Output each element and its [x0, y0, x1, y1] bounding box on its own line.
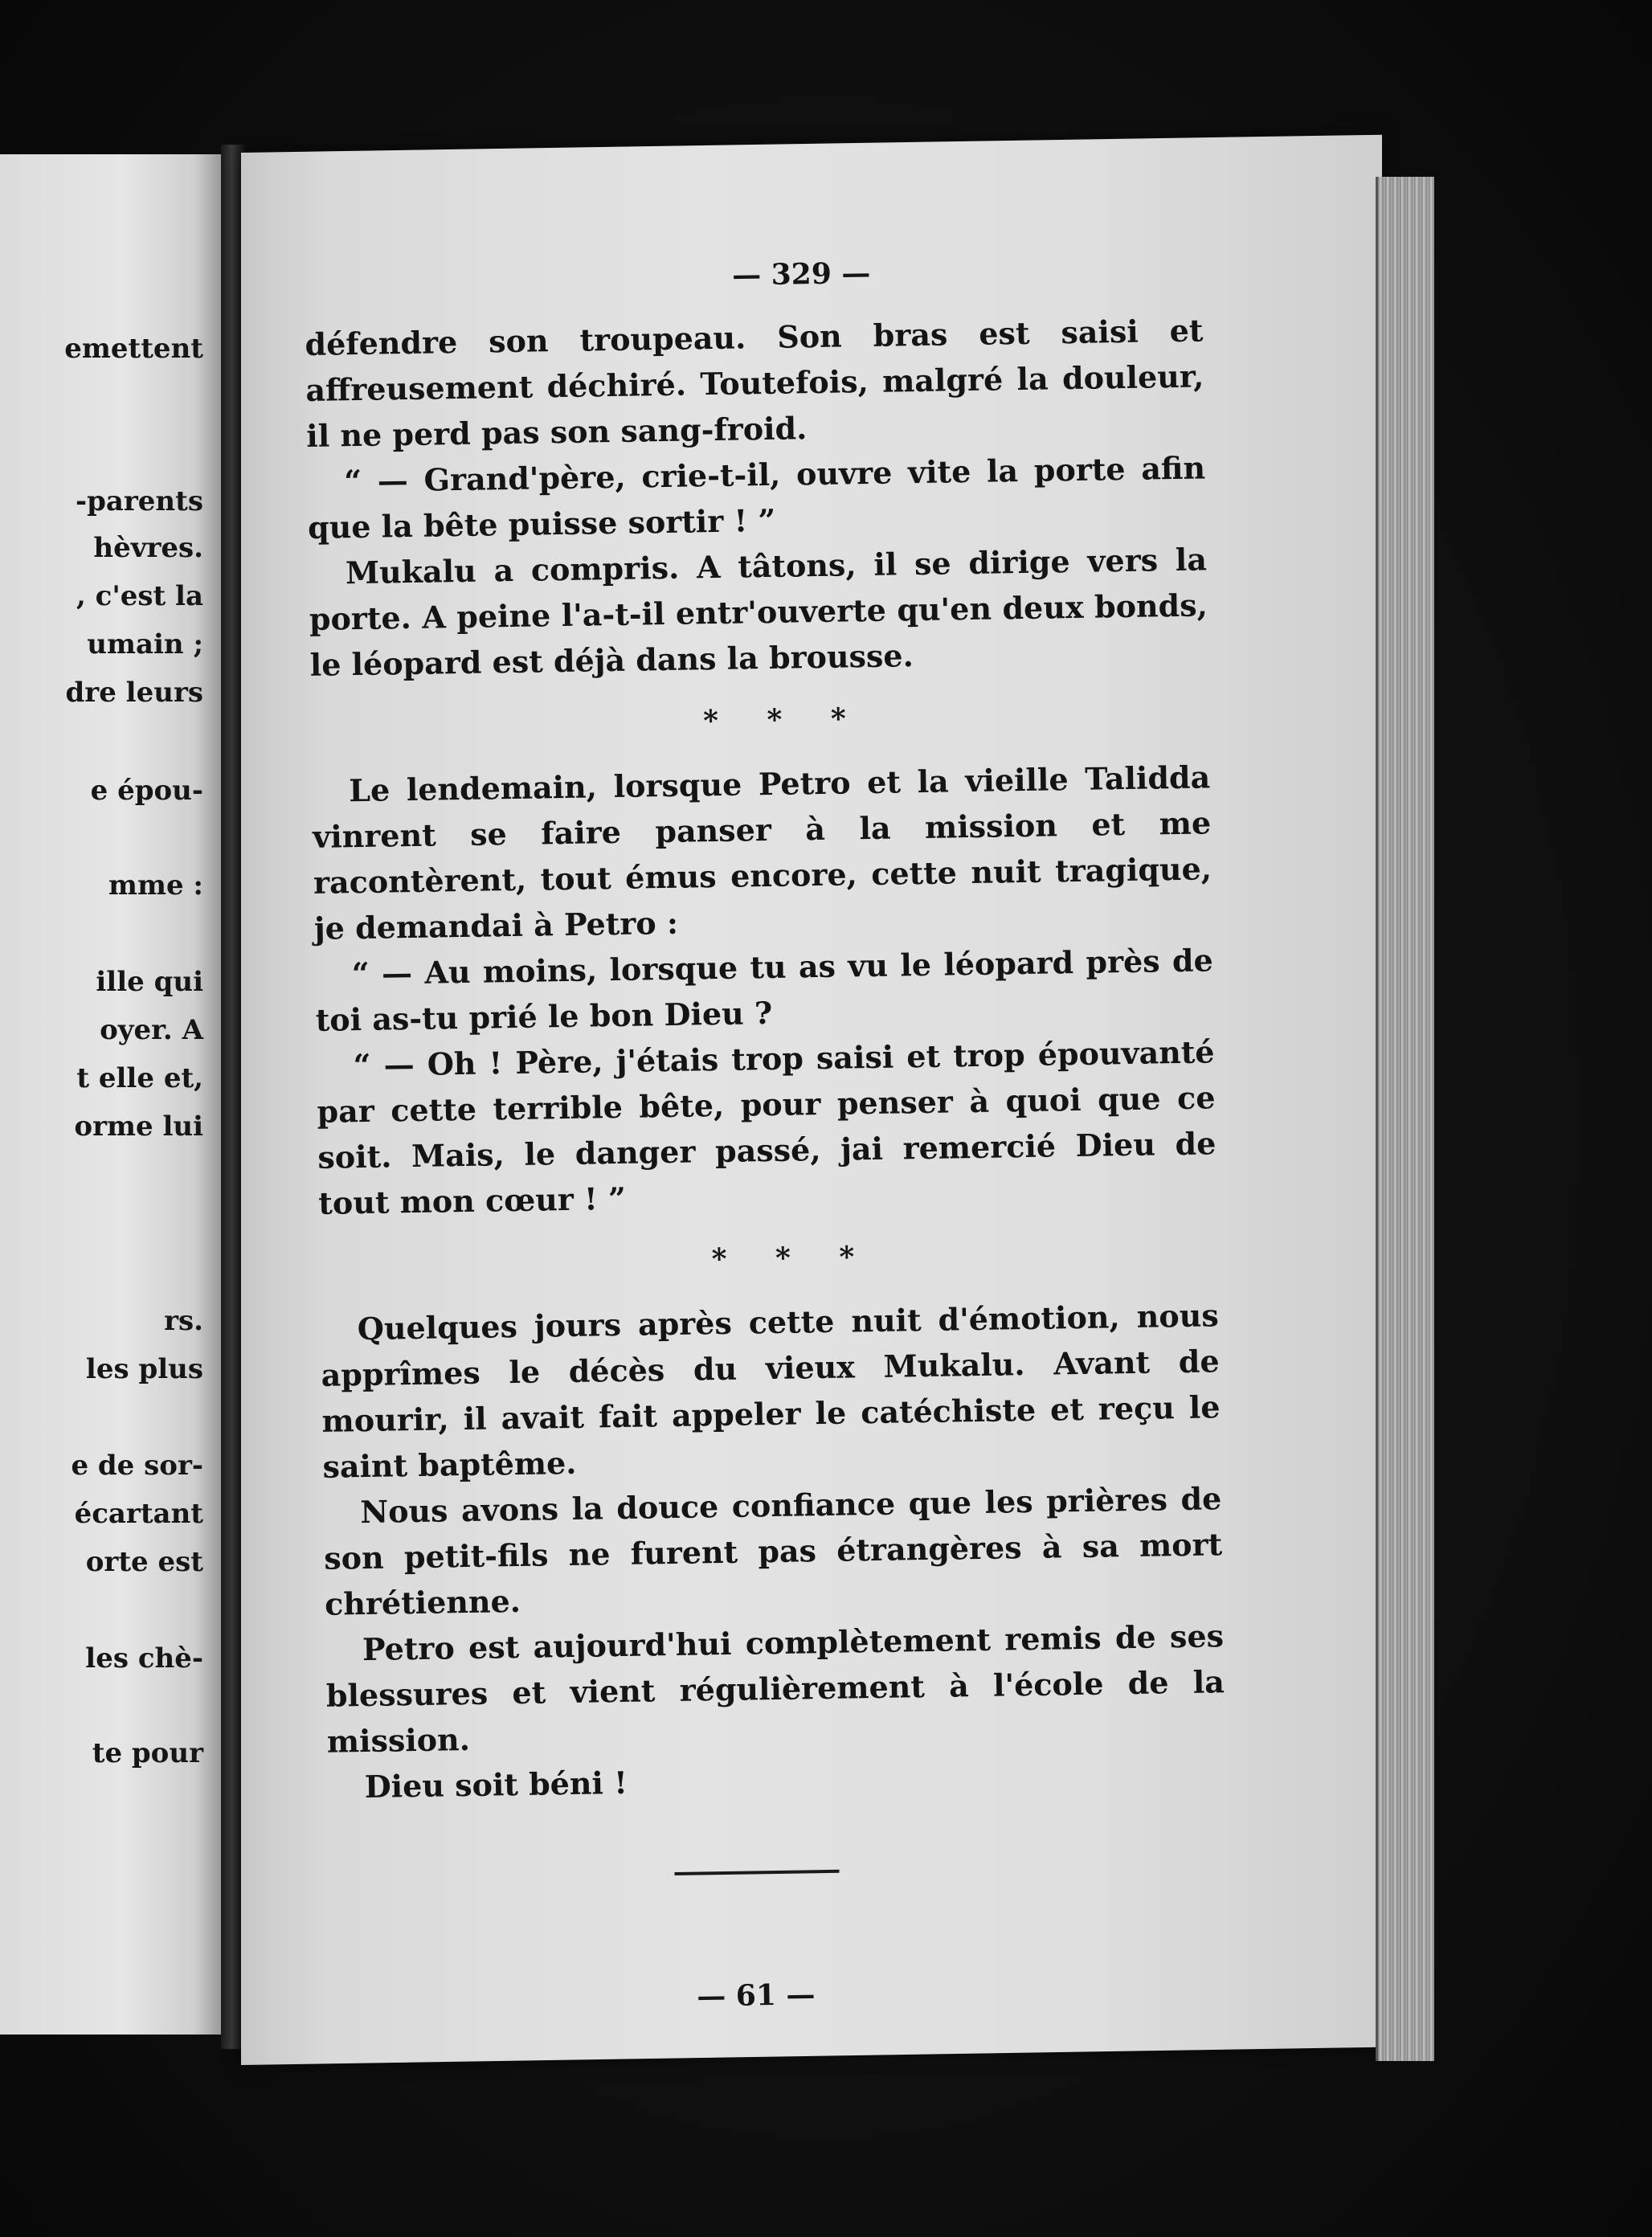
right-page-text — [304, 251, 1229, 2018]
left-line-6: dre leurs — [65, 677, 203, 709]
section-separator: * * * — [711, 1240, 874, 1277]
left-line-12: orme lui — [74, 1110, 203, 1143]
paragraph: “ — Grand'père, crie-t-il, ouvre vite la porte afin que la bête puisse sortir ! ” — [307, 449, 1206, 546]
page-edges — [1376, 177, 1434, 2061]
left-line-19: te pour — [92, 1737, 203, 1769]
left-line-11: t elle et, — [76, 1062, 203, 1094]
paragraph: Quelques jours après cette nuit d'émotion, nous apprîmes le décès du vieux Mukalu. Avant de mourir, il avait fait appeler le catéchiste et reçu le saint baptême. — [321, 1297, 1221, 1485]
left-line-15: e de sor- — [71, 1450, 203, 1482]
left-line-4: , c'est la — [76, 580, 203, 612]
left-line-18: les chè- — [85, 1642, 203, 1675]
left-line-7: e épou- — [90, 775, 203, 807]
paragraph: Nous avons la douce confiance que les prières de son petit-fils ne furent pas étrangères à sa mort chrétienne. — [323, 1480, 1223, 1622]
left-line-1: emettent — [64, 333, 203, 365]
paragraph: défendre son troupeau. Son bras est saisi et affreusement déchiré. Toutefois, malgré la douleur, il ne perd pas son sang-froid. — [305, 312, 1204, 454]
left-line-8: mme : — [108, 869, 203, 902]
left-line-14: les plus — [85, 1353, 203, 1385]
paragraph: “ — Oh ! Père, j'étais trop saisi et trop épouvanté par cette terrible bête, pour penser à quoi que ce soit. Mais, le danger passé, jai remercié Dieu de tout mon cœur ! ” — [317, 1033, 1217, 1221]
left-line-2: -parents — [75, 485, 203, 517]
paragraph: Dieu soit béni ! — [364, 1764, 628, 1806]
left-page — [0, 154, 221, 2035]
left-line-16: écartant — [74, 1498, 203, 1530]
paragraph: Le lendemain, lorsque Petro et la vieille Talidda vinrent se faire panser à la mission et me racontèrent, tout émus encore, cette nuit tragique, je demandai à Petro : — [312, 759, 1212, 947]
paragraph: “ — Au moins, lorsque tu as vu le léopard près de toi as-tu prié le bon Dieu ? — [315, 942, 1214, 1038]
section-separator: * * * — [702, 701, 866, 738]
paragraph: Mukalu a compris. A tâtons, il se dirige vers la porte. A peine l'a-t-il entr'ouverte qu'en deux bonds, le léopard est déjà dans la brousse. — [309, 541, 1208, 683]
paragraph: Petro est aujourd'hui complètement remis de ses blessures et vient régulièrement à l'école de la mission. — [325, 1617, 1225, 1760]
left-line-13: rs. — [164, 1305, 203, 1337]
left-line-10: oyer. A — [100, 1014, 203, 1046]
page-number: — 61 — — [696, 1977, 816, 2014]
running-folio: — 329 — — [731, 256, 871, 292]
end-rule — [674, 1870, 839, 1875]
left-line-9: ille qui — [96, 966, 203, 998]
left-line-5: umain ; — [87, 628, 203, 660]
left-line-17: orte est — [85, 1546, 203, 1578]
left-line-3: hèvres. — [93, 532, 203, 564]
